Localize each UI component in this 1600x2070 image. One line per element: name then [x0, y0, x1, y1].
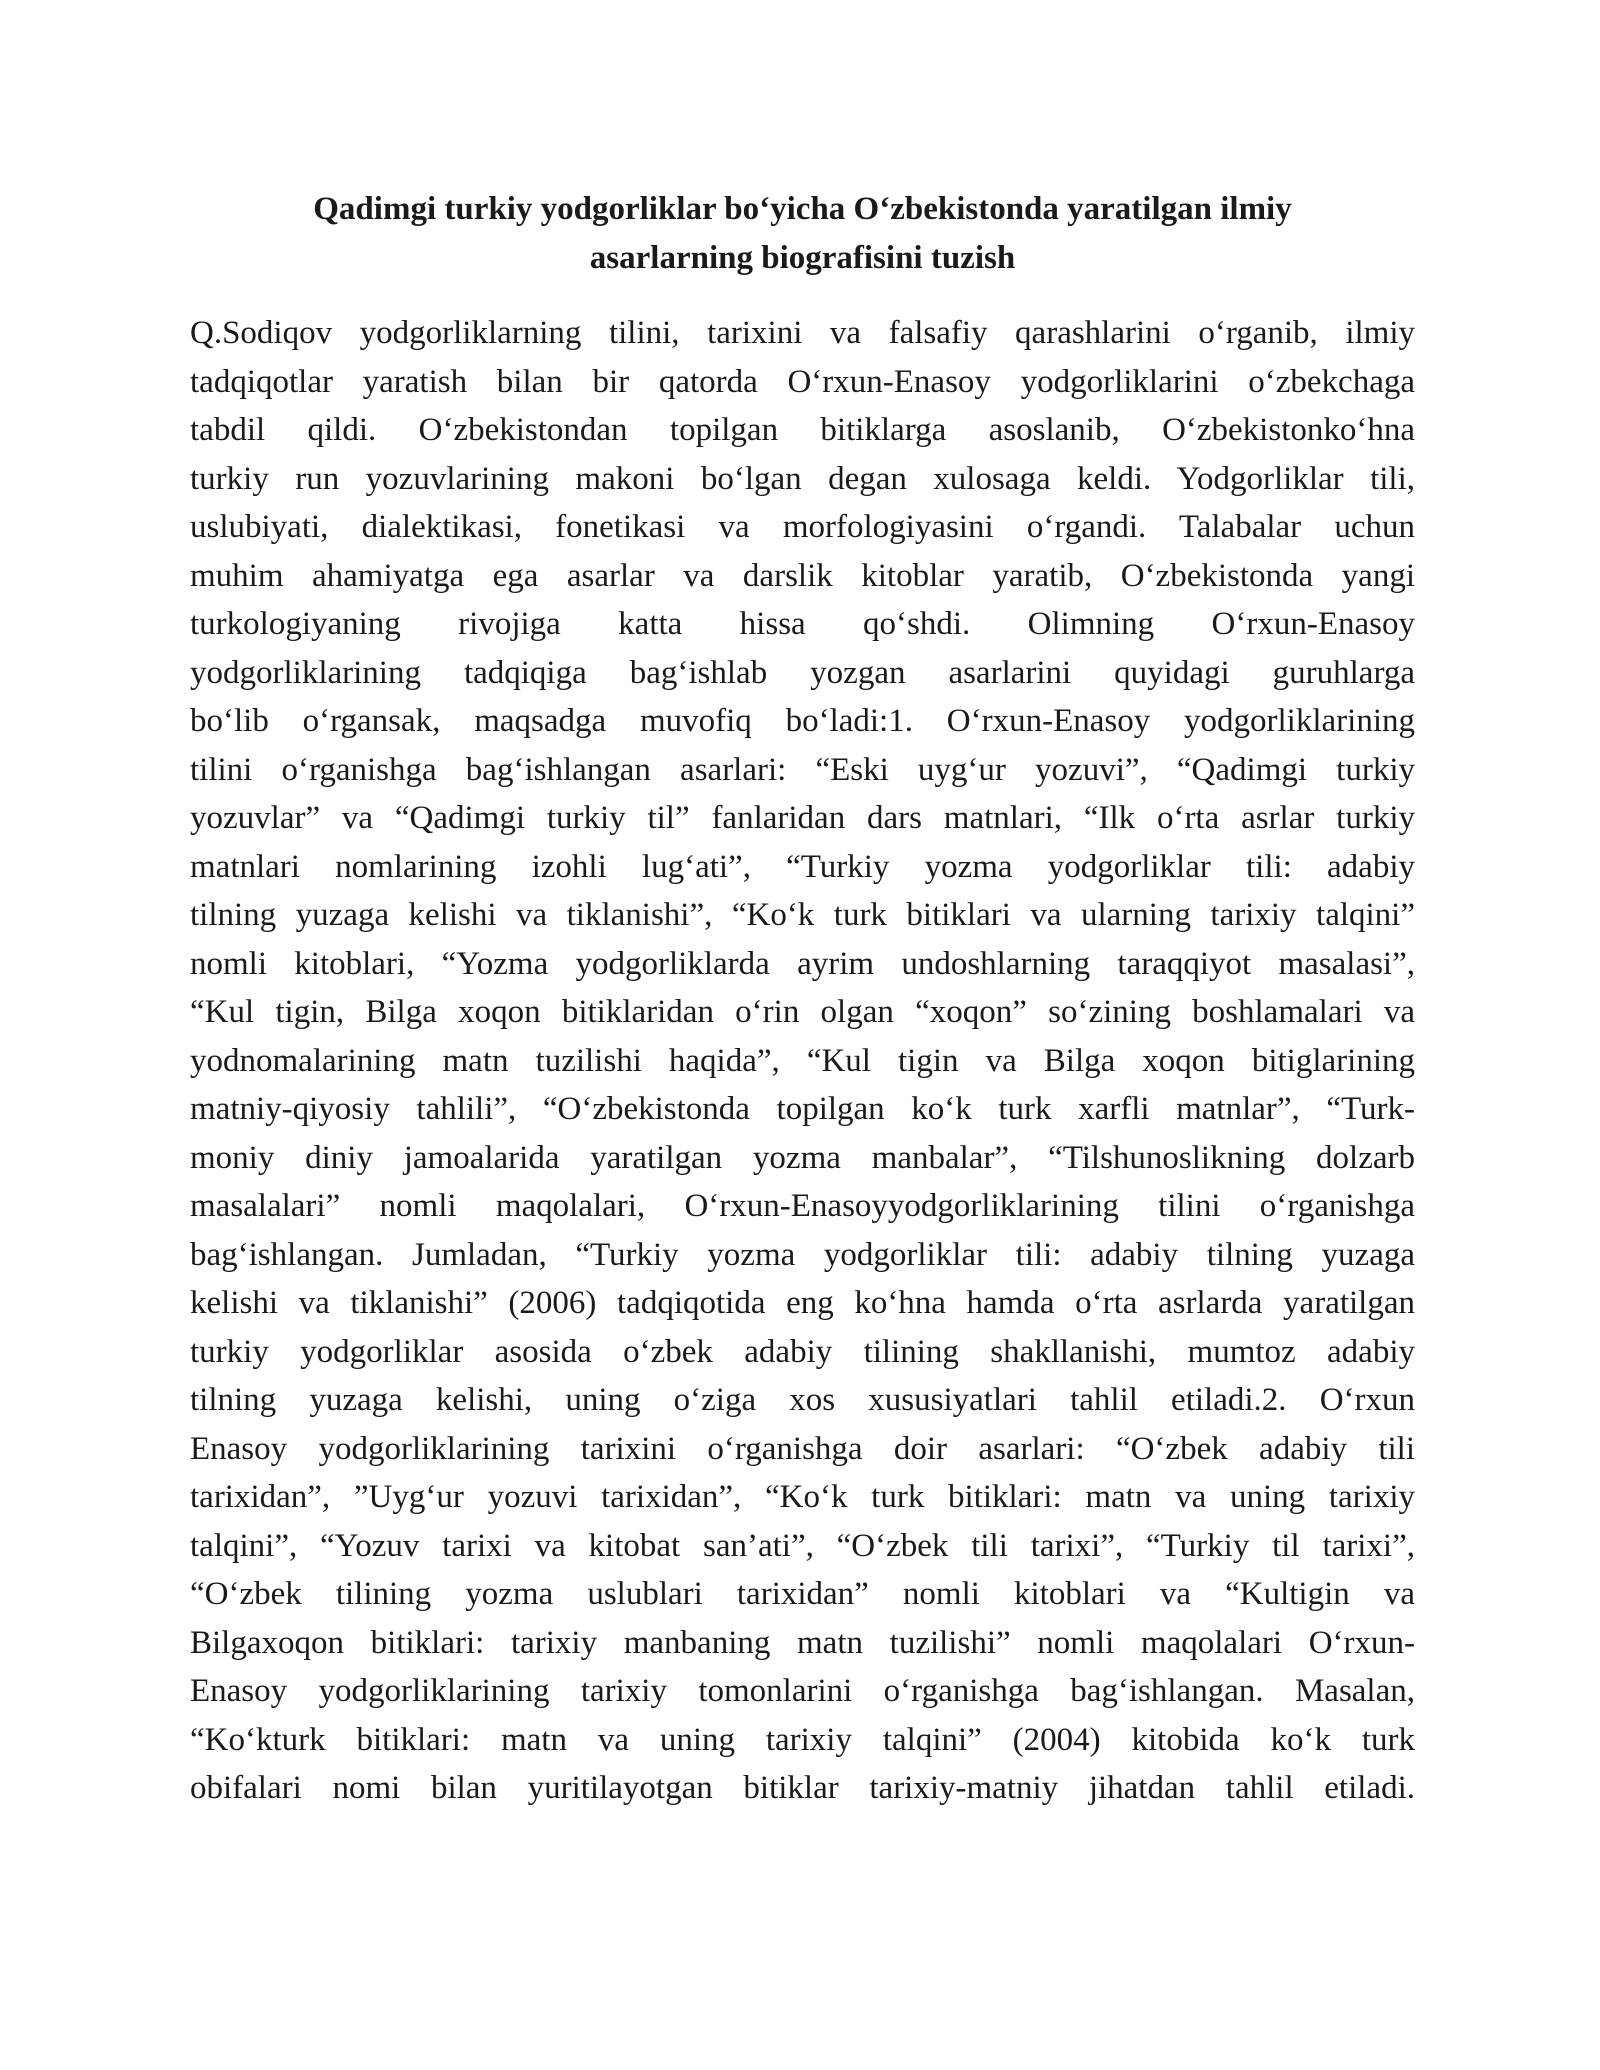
body-line: Bilgaxoqon bitiklari: tarixiy manbaning matn tuzilishi” nomli maqolalari O‘rxun-: [190, 1624, 1415, 1661]
body-line: yozuvlar” va “Qadimgi turkiy til” fanlaridan dars matnlari, “Ilk o‘rta asrlar turkiy: [190, 800, 1415, 836]
body-line: “Ko‘kturk bitiklari: matn va uning tarixiy talqini” (2004) kitobida ko‘k turk: [190, 1721, 1415, 1758]
body-line: Enasoy yodgorliklarining tarixini o‘rganishga doir asarlari: “O‘zbek adabiy tili: [190, 1430, 1415, 1467]
body-line: kelishi va tiklanishi” (2006) tadqiqotida eng ko‘hna hamda o‘rta asrlarda yaratilgan: [190, 1285, 1415, 1321]
body-line: matnlari nomlarining izohli lug‘ati”, “Turkiy yozma yodgorliklar tili: adabiy: [190, 848, 1415, 885]
body-line: tilning yuzaga kelishi, uning o‘ziga xos xususiyatlari tahlil etiladi.2. O‘rxun: [190, 1382, 1415, 1418]
body-line: moniy diniy jamoalarida yaratilgan yozma manbalar”, “Tilshunoslikning dolzarb: [190, 1139, 1415, 1176]
body-line: uslubiyati, dialektikasi, fonetikasi va morfologiyasini o‘rgandi. Talabalar uchun: [190, 509, 1415, 545]
body-line: talqini”, “Yozuv tarixi va kitobat san’ati”, “O‘zbek tili tarixi”, “Turkiy til tarixi”,: [190, 1527, 1415, 1564]
body-line: tadqiqotlar yaratish bilan bir qatorda O‘rxun-Enasoy yodgorliklarini o‘zbekchaga: [190, 363, 1415, 400]
body-line: bag‘ishlangan. Jumladan, “Turkiy yozma yodgorliklar tili: adabiy tilning yuzaga: [190, 1236, 1415, 1273]
body-line: Enasoy yodgorliklarining tarixiy tomonlarini o‘rganishga bag‘ishlangan. Masalan,: [190, 1673, 1415, 1709]
body-line: Q.Sodiqov yodgorliklarning tilini, tarixini va falsafiy qarashlarini o‘rganib, ilmiy: [190, 315, 1415, 351]
body-line: turkiy run yozuvlarining makoni bo‘lgan degan xulosaga keldi. Yodgorliklar tili,: [190, 460, 1415, 497]
body-paragraph: [190, 309, 1415, 1813]
body-line: tilini o‘rganishga bag‘ishlangan asarlari: “Eski uyg‘ur yozuvi”, “Qadimgi turkiy: [190, 751, 1415, 788]
body-line: obifalari nomi bilan yuritilayotgan bitiklar tarixiy-matniy jihatdan tahlil etiladi.: [190, 1770, 1415, 1806]
body-line: tabdil qildi. O‘zbekistondan topilgan bitiklarga asoslanib, O‘zbekistonko‘hna: [190, 412, 1415, 448]
body-line: “Kul tigin, Bilga xoqon bitiklaridan o‘rin olgan “xoqon” so‘zining boshlamalari va: [190, 994, 1415, 1030]
body-line: turkologiyaning rivojiga katta hissa qo‘shdi. Olimning O‘rxun-Enasoy: [190, 606, 1415, 642]
body-line: tarixidan”, ”Uyg‘ur yozuvi tarixidan”, “Ko‘k turk bitiklari: matn va uning tarixiy: [190, 1479, 1415, 1515]
body-line: “O‘zbek tilining yozma uslublari tarixidan” nomli kitoblari va “Kultigin va: [190, 1576, 1415, 1612]
body-line: yodgorliklarining tadqiqiga bag‘ishlab yozgan asarlarini quyidagi guruhlarga: [190, 654, 1415, 691]
title-line: asarlarning biografisini tuzish: [589, 240, 1016, 276]
body-line: turkiy yodgorliklar asosida o‘zbek adabiy tilining shakllanishi, mumtoz adabiy: [190, 1333, 1415, 1370]
title-line: Qadimgi turkiy yodgorliklar bo‘yicha O‘zbekistonda yaratilgan ilmiy: [313, 191, 1292, 227]
body-line: masalalari” nomli maqolalari, O‘rxun-Enasoyyodgorliklarining tilini o‘rganishga: [190, 1188, 1415, 1224]
body-line: muhim ahamiyatga ega asarlar va darslik kitoblar yaratib, O‘zbekistonda yangi: [190, 557, 1415, 594]
body-line: matniy-qiyosiy tahlili”, “O‘zbekistonda topilgan ko‘k turk xarfli matnlar”, “Turk-: [190, 1091, 1415, 1127]
body-line: tilning yuzaga kelishi va tiklanishi”, “Ko‘k turk bitiklari va ularning tarixiy talqini”: [190, 897, 1415, 933]
body-line: yodnomalarining matn tuzilishi haqida”, “Kul tigin va Bilga xoqon bitiglarining: [190, 1042, 1415, 1079]
body-line: nomli kitoblari, “Yozma yodgorliklarda ayrim undoshlarning taraqqiyot masalasi”,: [190, 945, 1415, 982]
document-title: [190, 185, 1415, 283]
body-line: bo‘lib o‘rgansak, maqsadga muvofiq bo‘ladi:1. O‘rxun-Enasoy yodgorliklarining: [190, 703, 1415, 739]
